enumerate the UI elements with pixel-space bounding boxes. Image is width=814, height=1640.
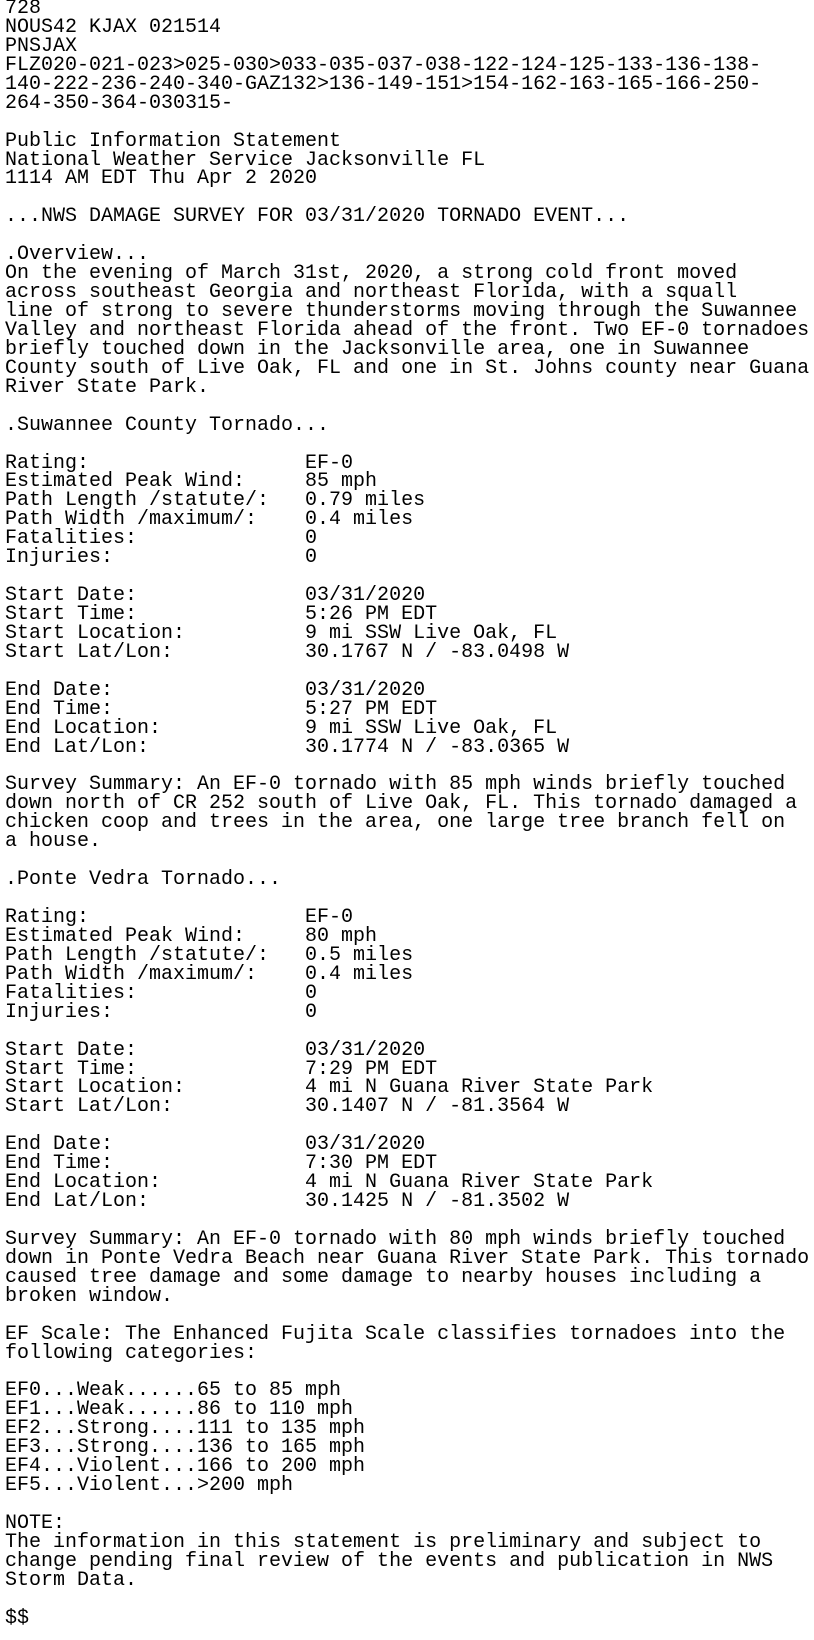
blank-line [5,1591,814,1610]
text-line: caused tree damage and some damage to nearby houses including a [5,1265,762,1289]
text-line: broken window. [5,1284,174,1308]
text-line: River State Park. [5,375,210,399]
text-line: Start Time: 7:29 PM EDT [5,1057,438,1081]
text-line: Start Location: 9 mi SSW Live Oak, FL [5,621,558,645]
text-line: Start Date: 03/31/2020 [5,584,426,608]
text-line: .Suwannee County Tornado... [5,413,330,437]
text-line: Start Date: 03/31/2020 [5,1038,426,1062]
text-line: EF2...Strong....111 to 135 mph [5,1417,366,1441]
text-line: Fatalities: 0 [5,981,318,1005]
text-line: 140-222-236-240-340-GAZ132>136-149-151>154-162-163-165-166-250- [5,72,762,96]
text-line: 1114 AM EDT Thu Apr 2 2020 [5,167,318,191]
text-line: EF4...Violent...166 to 200 mph [5,1455,366,1479]
text-line: NOTE: [5,1512,66,1535]
text-line: On the evening of March 31st, 2020, a strong cold front moved [5,262,738,286]
text-line: EF3...Strong....136 to 165 mph [5,1436,366,1460]
text-line: Injuries: 0 [5,546,318,570]
text-line: Fatalities: 0 [5,527,318,551]
text-line: End Date: 03/31/2020 [5,1133,426,1157]
text-line: change pending final review of the events and publication in NWS [5,1549,774,1573]
text-line: End Lat/Lon: 30.1425 N / -81.3502 W [5,1190,570,1214]
text-line: End Time: 7:30 PM EDT [5,1152,438,1176]
text-line: Path Length /statute/: 0.5 miles [5,943,414,967]
text-line: EF5...Violent...>200 mph [5,1474,294,1498]
text-line: Start Location: 4 mi N Guana River State Park [5,1076,654,1100]
text-line: a house. [5,830,102,854]
text-line: down north of CR 252 south of Live Oak, FL. This tornado damaged a [5,792,798,816]
text-line: 264-350-364-030315- [5,91,234,115]
text-line: EF1...Weak......86 to 110 mph [5,1398,354,1422]
text-line: ...NWS DAMAGE SURVEY FOR 03/31/2020 TORNADO EVENT... [5,205,630,229]
text-line: across southeast Georgia and northeast Florida, with a squall [5,281,738,305]
text-line: Start Lat/Lon: 30.1407 N / -81.3564 W [5,1095,570,1119]
text-line: Public Information Statement [5,129,342,153]
text-line: PNSJAX [5,34,78,58]
text-line: down in Ponte Vedra Beach near Guana River State Park. This tornado [5,1246,810,1270]
text-line: FLZ020-021-023>025-030>033-035-037-038-122-124-125-133-136-138- [5,53,762,77]
text-line: End Location: 9 mi SSW Live Oak, FL [5,716,558,740]
text-line: line of strong to severe thunderstorms moving through the Suwannee [5,300,798,323]
text-line: Start Time: 5:26 PM EDT [5,603,438,626]
text-line: Storm Data. [5,1568,138,1592]
text-line: Rating: EF-0 [5,906,354,929]
text-line: $$ [5,1606,30,1630]
text-line: Survey Summary: An EF-0 tornado with 80 mph winds briefly touched [5,1227,786,1251]
text-line: Injuries: 0 [5,1000,318,1024]
text-line: briefly touched down in the Jacksonville area, one in Suwannee [5,337,750,361]
text-line: EF Scale: The Enhanced Fujita Scale classifies tornadoes into the [5,1322,786,1346]
text-line: Rating: EF-0 [5,451,354,475]
text-line: End Lat/Lon: 30.1774 N / -83.0365 W [5,735,570,759]
text-line: End Date: 03/31/2020 [5,678,426,702]
text-line: EF0...Weak......65 to 85 mph [5,1379,342,1403]
text-line: Estimated Peak Wind: 85 mph [5,470,378,494]
text-line: chicken coop and trees in the area, one large tree branch fell on [5,811,786,835]
text-line: County south of Live Oak, FL and one in St. Johns county near Guana [5,356,810,380]
text-line: The information in this statement is preliminary and subject to [5,1530,762,1554]
text-line: Path Width /maximum/: 0.4 miles [5,508,414,532]
text-line: following categories: [5,1341,258,1365]
text-line: .Ponte Vedra Tornado... [5,868,282,892]
text-line: National Weather Service Jacksonville FL [5,148,486,172]
text-line: Path Width /maximum/: 0.4 miles [5,962,414,986]
blank-line [5,1496,814,1515]
text-line: Path Length /statute/: 0.79 miles [5,489,426,513]
text-line: 728 [5,0,42,20]
text-line: Valley and northeast Florida ahead of the front. Two EF-0 tornadoes [5,318,810,342]
text-line: Estimated Peak Wind: 80 mph [5,924,378,948]
text-line: Start Lat/Lon: 30.1767 N / -83.0498 W [5,640,570,664]
text-line: NOUS42 KJAX 021514 [5,15,222,39]
text-line: End Time: 5:27 PM EDT [5,697,438,721]
text-line: .Overview... [5,243,150,267]
text-line: Survey Summary: An EF-0 tornado with 85 mph winds briefly touched [5,773,786,797]
text-line: End Location: 4 mi N Guana River State Park [5,1171,654,1195]
